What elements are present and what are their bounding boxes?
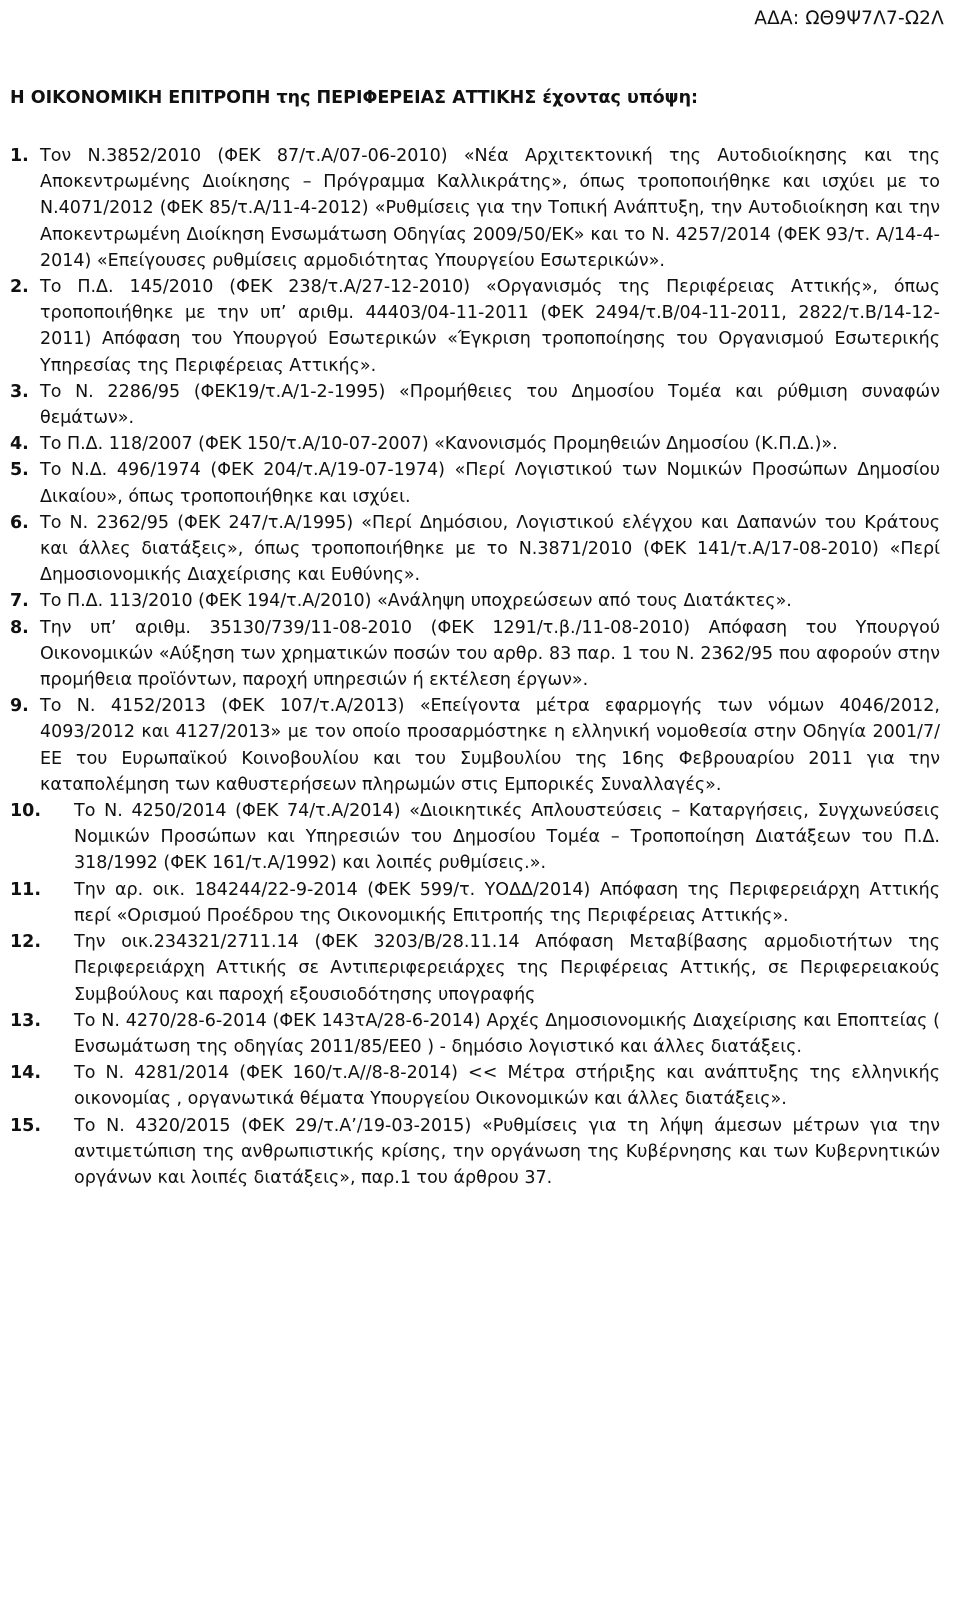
item-number: 11.: [10, 879, 42, 900]
item-number: 1.: [10, 146, 29, 166]
item-number: 7.: [10, 591, 29, 612]
item-text: Το Ν. 2362/95 (ΦΕΚ 247/τ.Α/1995) «Περί Δημόσιου, Λογιστικού ελέγχου και Δαπανών του Κράτους και άλλες διατάξεις», όπως τροποποιήθηκε με το Ν.3871/2010 (ΦΕΚ 141/τ.Α/17-08-2010) «Περί Δημοσιονομικής Διαχείρισης και Ευθύνης».: [40, 512, 940, 586]
item-number: 5.: [10, 460, 29, 481]
list-item: [10, 798, 940, 877]
list-item: [10, 431, 940, 457]
item-number: 2.: [10, 277, 29, 298]
item-text: Το Ν. 4281/2014 (ΦΕΚ 160/τ.Α//8-8-2014) << Μέτρα στήριξης και ανάπτυξης της ελληνικής οικονομίας , οργανωτικά θέματα Υπουργείου Οικονομικών και άλλες διατάξεις».: [74, 1063, 940, 1110]
list-item: [10, 929, 940, 1008]
item-text: Το Ν. 4152/2013 (ΦΕΚ 107/τ.Α/2013) «Επείγοντα μέτρα εφαρμογής των νόμων 4046/2012, 4093/2012 και 4127/2013» με τον οποίο προσαρμόστηκε η ελληνική νομοθεσία στην Οδηγία 2001/7/ΕΕ του Ευρωπαϊκού Κοινοβουλίου και του Συμβουλίου της 16ης Φεβρουαρίου 2011 για την καταπολέμηση των καθυστερήσεων πληρωμών στις Εμπορικές Συναλλαγές».: [40, 696, 940, 795]
item-number: 10.: [10, 801, 42, 822]
item-number: 15.: [10, 1115, 42, 1136]
item-number: 13.: [10, 1010, 42, 1031]
item-text: Το Π.Δ. 145/2010 (ΦΕΚ 238/τ.Α/27-12-2010) «Οργανισμός της Περιφέρειας Αττικής», όπως τροποποιήθηκε με την υπ’ αριθμ. 44403/04-11-2011 (ΦΕΚ 2494/τ.Β/04-11-2011, 2822/τ.Β/14-12-2011) Απόφαση του Υπουργού Εσωτερικών «Έγκριση τροποποίησης του Οργανισμού Εσωτερικής Υπηρεσίας της Περιφέρειας Αττικής».: [40, 277, 940, 376]
item-number: 3.: [10, 381, 29, 402]
item-text: Την αρ. οικ. 184244/22-9-2014 (ΦΕΚ 599/τ. ΥΟΔΔ/2014) Απόφαση της Περιφερειάρχη Αττικής περί «Ορισμού Προέδρου της Οικονομικής Επιτροπής της Περιφέρειας Αττικής».: [74, 879, 940, 926]
item-text: Τον Ν.3852/2010 (ΦΕΚ 87/τ.Α/07-06-2010) «Νέα Αρχιτεκτονική της Αυτοδιοίκησης και της Αποκεντρωμένης Διοίκησης – Πρόγραμμα Καλλικράτης», όπως τροποποιήθηκε και ισχύει με το Ν.4071/2012 (ΦΕΚ 85/τ.Α/11-4-2012) «Ρυθμίσεις για την Τοπική Ανάπτυξη, την Αυτοδιοίκηση και την Αποκεντρωμένη Διοίκηση Ενσωμάτωση Οδηγίας 2009/50/ΕΚ» και το Ν. 4257/2014 (ΦΕΚ 93/τ. Α/14-4-2014) «Επείγουσες ρυθμίσεις αρμοδιότητας Υπουργείου Εσωτερικών».: [40, 146, 940, 271]
item-number: 12.: [10, 932, 42, 953]
legal-basis-list: [10, 143, 940, 1191]
document-heading: Η ΟΙΚΟΝΟΜΙΚΗ ΕΠΙΤΡΟΠΗ της ΠΕΡΙΦΕΡΕΙΑΣ ΑΤΤΙΚΗΣ έχοντας υπόψη:: [10, 88, 699, 108]
list-item: [10, 1060, 940, 1112]
item-number: 14.: [10, 1063, 42, 1084]
item-text: Το Π.Δ. 118/2007 (ΦΕΚ 150/τ.Α/10-07-2007) «Κανονισμός Προμηθειών Δημοσίου (Κ.Π.Δ.)».: [40, 434, 838, 455]
item-number: 8.: [10, 617, 29, 638]
item-text: Την οικ.234321/2711.14 (ΦΕΚ 3203/Β/28.11.14 Απόφαση Μεταβίβασης αρμοδιοτήτων της Περιφερειάρχη Αττικής σε Αντιπεριφερειάρχες της Περιφέρειας Αττικής, σε Περιφερειακούς Συμβούλους και παροχή εξουσιοδότησης υπογραφής: [74, 932, 940, 1005]
list-item: [10, 615, 940, 694]
list-item: [10, 588, 940, 614]
list-item: [10, 877, 940, 929]
item-number: 9.: [10, 696, 29, 717]
item-text: Το Ν. 4270/28-6-2014 (ΦΕΚ 143τΑ/28-6-2014) Αρχές Δημοσιονομικής Διαχείρισης και Εποπτείας ( Ενσωμάτωση της οδηγίας 2011/85/ΕΕ0 ) - δημόσιο λογιστικό και άλλες διατάξεις.: [74, 1010, 940, 1057]
list-item: [10, 457, 940, 509]
item-text: Το Ν. 4250/2014 (ΦΕΚ 74/τ.Α/2014) «Διοικητικές Απλουστεύσεις – Καταργήσεις, Συγχωνεύσεις Νομικών Προσώπων και Υπηρεσιών του Δημοσίου Τομέα – Τροποποίηση Διατάξεων του Π.Δ. 318/1992 (ΦΕΚ 161/τ.Α/1992) και λοιπές ρυθμίσεις.».: [74, 801, 940, 874]
item-text: Το Ν. 2286/95 (ΦΕΚ19/τ.Α/1-2-1995) «Προμήθειες του Δημοσίου Τομέα και ρύθμιση συναφών θεμάτων».: [40, 381, 940, 429]
list-item: [10, 379, 940, 431]
item-text: Το Π.Δ. 113/2010 (ΦΕΚ 194/τ.Α/2010) «Ανάληψη υποχρεώσεων από τους Διατάκτες».: [40, 591, 792, 612]
list-item: [10, 510, 940, 589]
item-number: 4.: [10, 434, 29, 455]
list-item: [10, 693, 940, 798]
ada-code: ΑΔΑ: ΩΘ9Ψ7Λ7-Ω2Λ: [754, 8, 944, 29]
item-text: Το Ν. 4320/2015 (ΦΕΚ 29/τ.Α’/19-03-2015) «Ρυθμίσεις για τη λήψη άμεσων μέτρων για την αντιμετώπιση της ανθρωπιστικής κρίσης, την οργάνωση της Κυβέρνησης και των Κυβερνητικών οργάνων και λοιπές διατάξεις», παρ.1 του άρθρου 37.: [74, 1115, 940, 1188]
list-item: [10, 1008, 940, 1060]
item-number: 6.: [10, 512, 29, 533]
list-item: [10, 1113, 940, 1192]
list-item: [10, 274, 940, 379]
item-text: Την υπ’ αριθμ. 35130/739/11-08-2010 (ΦΕΚ 1291/τ.β./11-08-2010) Απόφαση του Υπουργού Οικονομικών «Αύξηση των χρηματικών ποσών του αρθρ. 83 παρ. 1 του Ν. 2362/95 που αφορούν στην προμήθεια προϊόντων, παροχή υπηρεσιών ή εκτέλεση έργων».: [40, 617, 940, 691]
item-text: Το Ν.Δ. 496/1974 (ΦΕΚ 204/τ.Α/19-07-1974) «Περί Λογιστικού των Νομικών Προσώπων Δημοσίου Δικαίου», όπως τροποποιήθηκε και ισχύει.: [40, 460, 940, 507]
list-item: [10, 143, 940, 274]
